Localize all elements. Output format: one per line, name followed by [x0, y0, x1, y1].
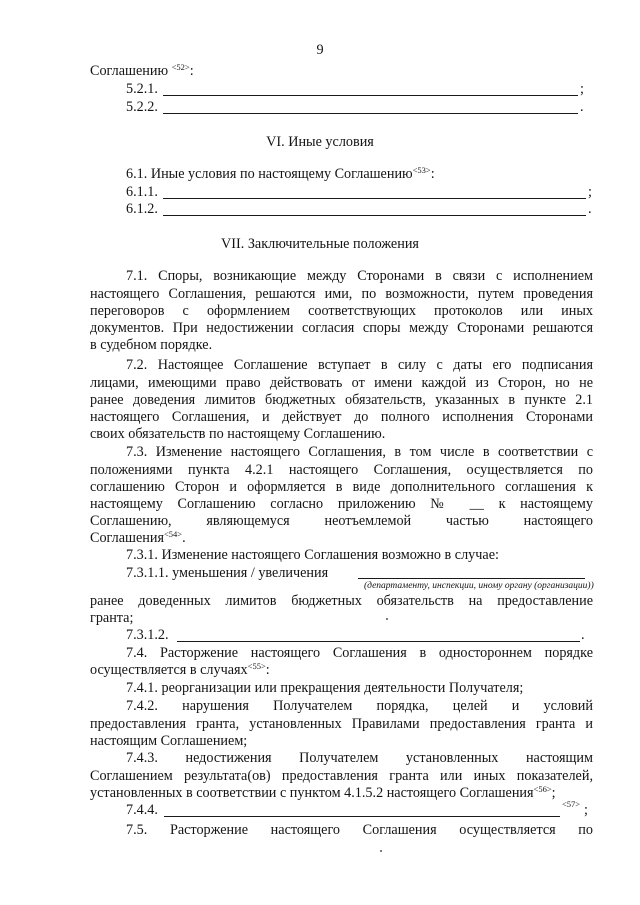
item-5-2-2-label: 5.2.2. [126, 99, 158, 115]
p742-line-1: предоставления гранта, установленных Правилами предоставления гранта и [90, 716, 593, 732]
p75-line-0: 7.5. Расторжение настоящего Соглашения осуществляется по [126, 822, 593, 838]
page-number: 9 [316, 42, 324, 58]
item-7-3-1-1: 7.3.1.1. уменьшения / увеличения [126, 565, 329, 581]
item-7-3-1-2-blank-line [177, 641, 580, 642]
item-6-1-1-label: 6.1.1. [126, 184, 158, 200]
p742-line-2: настоящим Соглашением; [90, 733, 248, 749]
item-7-3-1-1-hint: (департаменту, инспекции, иному органу (организации)) [364, 581, 594, 591]
footnote-ref: <55> [247, 661, 266, 671]
item-5-2-1-blank-line [163, 95, 578, 96]
item-5-2-1-label: 5.2.1. [126, 81, 158, 97]
p71-line-3: документов. При недостижении согласия споры между Сторонами решаются [90, 320, 593, 336]
p743-line-1: Соглашением результата(ов) предоставления гранта или иных показателей, [90, 768, 593, 784]
item-7-3-1: 7.3.1. Изменение настоящего Соглашения возможно в случае: [126, 547, 499, 563]
p7311-cont-0: ранее доведенных лимитов бюджетных обязательств на предоставление [90, 593, 593, 609]
p71-line-0: 7.1. Споры, возникающие между Сторонами в связи с исполнением [126, 268, 593, 284]
item-7-4-4-label: 7.4.4. [126, 802, 158, 818]
item-6-1-2-blank-line [163, 215, 586, 216]
p71-line-2: переговоров с оформлением соответствующих протоколов или иных [90, 303, 593, 319]
p73-line-3: настоящему Соглашению согласно приложению № __ к настоящему [90, 496, 593, 512]
p72-line-3: настоящего Соглашения, и действует до полного исполнения Сторонами [90, 409, 593, 425]
item-7-4-1: 7.4.1. реорганизации или прекращения деятельности Получателя; [126, 680, 524, 696]
p73-line-2: соглашению Сторон и оформляется в виде дополнительного соглашения к [90, 479, 593, 495]
p71-line-4: в судебном порядке. [90, 337, 213, 353]
item-5-2-2-blank-line [163, 113, 578, 114]
p71-line-1: настоящего Соглашения, решаются ими, по возможности, путем проведения [90, 286, 593, 302]
p72-line-4: своих обязательств по настоящему Соглашению. [90, 426, 386, 442]
sec5-tail: Соглашению $^{<52>}$: [90, 62, 194, 79]
p73-line-0: 7.3. Изменение настоящего Соглашения, в том числе в соответствии с [126, 444, 593, 460]
p73-line-1: положениями пункта 4.2.1 настоящего Соглашения, осуществляется по [90, 462, 593, 478]
p74-line-1: осуществляется в случаях$^{<55>}$: [90, 661, 270, 678]
item-6-1-1-blank-line [163, 198, 586, 199]
item-7-4-4-blank-line [164, 816, 560, 817]
section-6-heading: VI. Иные условия [266, 134, 374, 150]
footnote-ref: <54> [163, 529, 183, 539]
scan-speck [380, 850, 382, 852]
footnote-ref: <53> [412, 165, 431, 175]
p72-line-1: лицами, имеющими право действовать от имени каждой из Сторон, но не [90, 375, 593, 391]
p73-line-5: Соглашения$^{<54>}$. [90, 529, 186, 546]
p73-line-4: Соглашению, являющемуся неотъемлемой частью настоящего [90, 513, 593, 529]
section-7-heading: VII. Заключительные положения [221, 236, 419, 252]
item-7-3-1-1-blank-line [358, 578, 585, 579]
p7311-cont-1: гранта; [90, 610, 134, 626]
p74-line-0: 7.4. Расторжение настоящего Соглашения в одностороннем порядке [126, 645, 593, 661]
item-6-1-2-label: 6.1.2. [126, 201, 158, 217]
p742-line-0: 7.4.2. нарушения Получателем порядка, целей и условий [126, 698, 593, 714]
scan-speck [386, 618, 388, 620]
item-7-3-1-2-label: 7.3.1.2. [126, 627, 169, 643]
footnote-ref: <56> [533, 784, 552, 794]
p72-line-2: ранее доведения лимитов бюджетных обязательств, указанных в пункте 2.1 [90, 392, 593, 408]
footnote-ref: <57> [562, 799, 581, 809]
item-6-1: 6.1. Иные условия по настоящему Соглашению$^{<53>}$: [126, 165, 435, 182]
p72-line-0: 7.2. Настоящее Соглашение вступает в силу с даты его подписания [126, 357, 593, 373]
p743-line-2: установленных в соответствии с пунктом 4.1.5.2 настоящего Соглашения$^{<56>}$; [90, 784, 556, 801]
footnote-ref: <52> [171, 62, 190, 72]
p743-line-0: 7.4.3. недостижения Получателем установленных настоящим [126, 750, 593, 766]
